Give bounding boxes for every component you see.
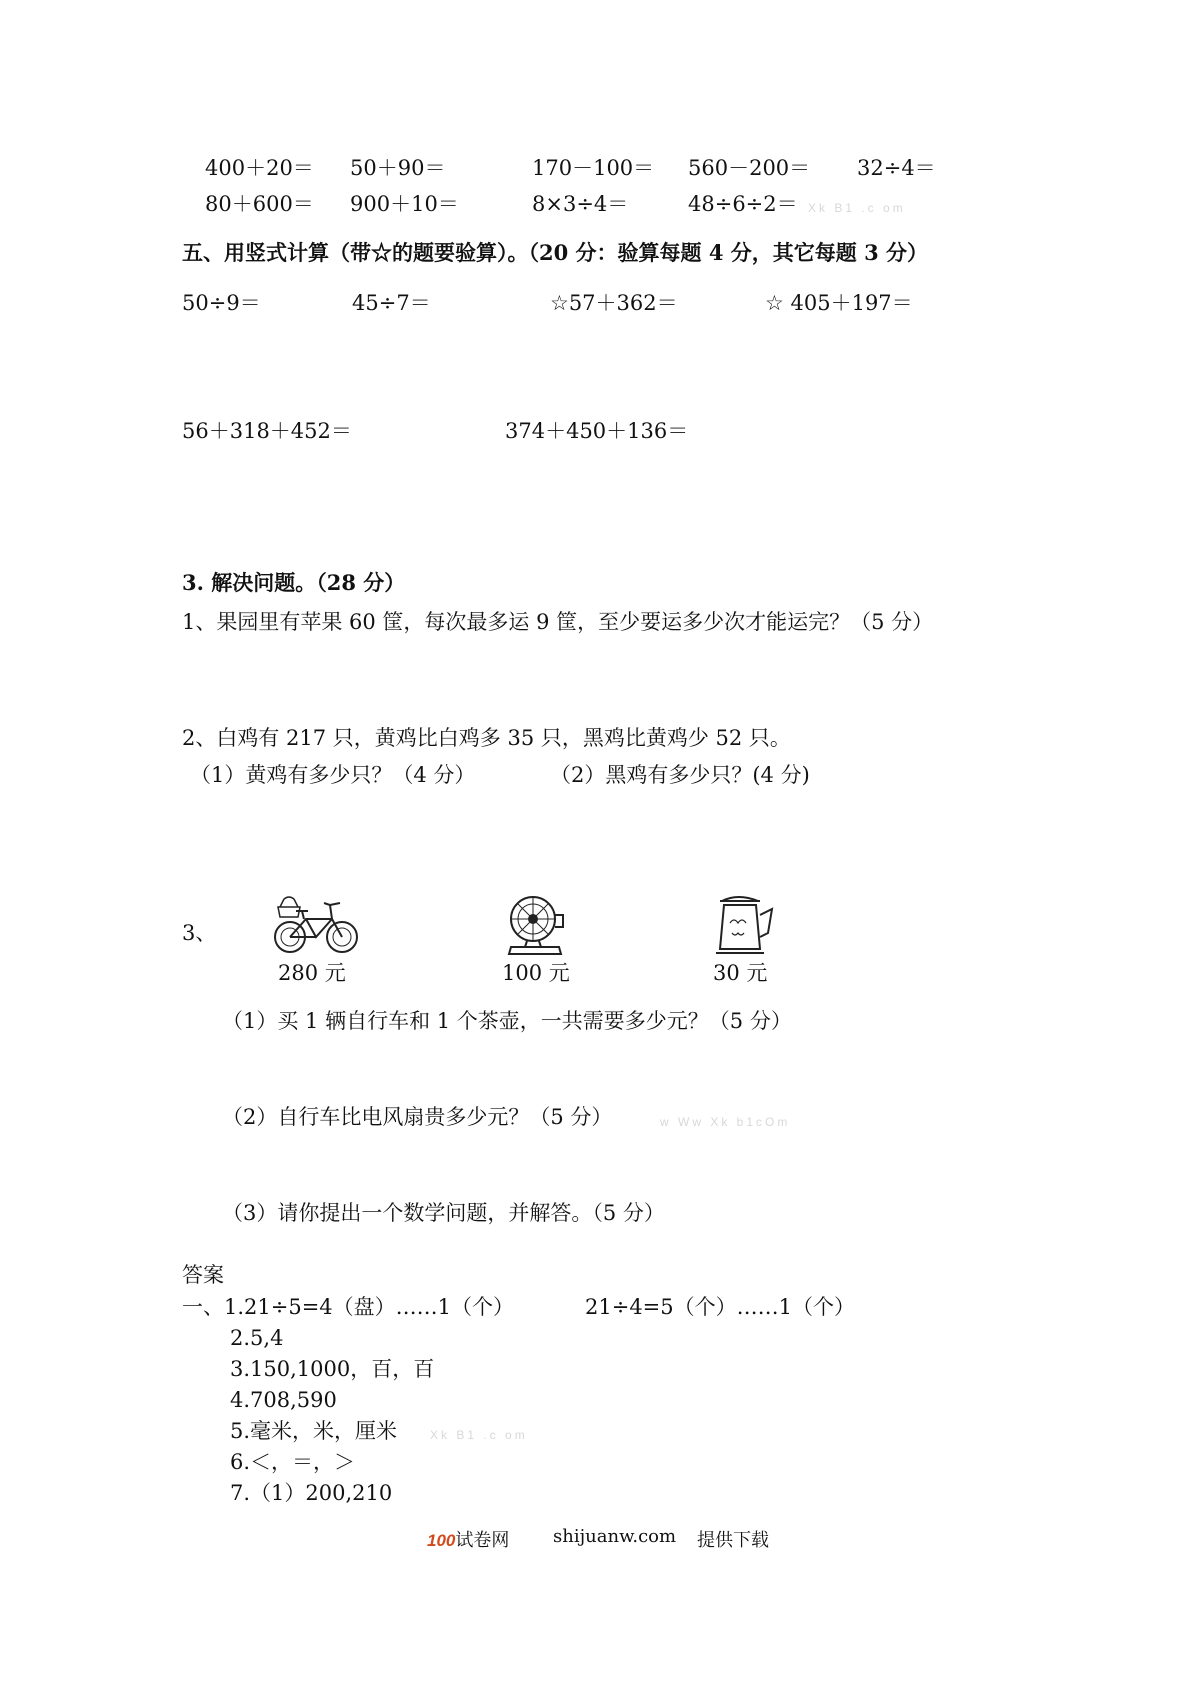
answers-title: 答案 [182,1263,224,1287]
calc-item: 400＋20＝ [205,156,314,180]
calc-item: 374＋450＋136＝ [505,419,689,443]
price-label: 30 元 [713,961,768,985]
answer-line: 6.＜，＝，＞ [230,1450,356,1474]
answer-line: 4.708,590 [230,1388,337,1412]
bicycle-icon [270,893,362,955]
calc-item: 170－100＝ [532,156,655,180]
question: 1、果园里有苹果 60 筐，每次最多运 9 筐，至少要运多少次才能运完？（5 分） [182,610,934,634]
calc-item: 80＋600＝ [205,192,314,216]
section-title: 3. 解决问题。（28 分） [182,570,406,595]
sub-question: （3）请你提出一个数学问题，并解答。（5 分） [222,1201,665,1225]
watermark: Xk B1 .c om [808,201,906,215]
calc-item: 560－200＝ [688,156,811,180]
calc-item: 900＋10＝ [350,192,459,216]
price-label: 280 元 [278,961,346,985]
logo-number: 100 [427,1531,456,1550]
sub-question: （1）黄鸡有多少只？（4 分） [190,763,476,787]
fan-icon [505,893,567,957]
calc-item: ☆ 405＋197＝ [765,291,913,315]
section-title: 五、用竖式计算（带☆的题要验算）。（20 分：验算每题 4 分，其它每题 3 分） [182,240,928,265]
question-label: 3、 [182,921,217,945]
answer-line: 21÷4=5（个）……1（个） [585,1295,855,1319]
logo-text: 试卷网 [455,1530,510,1551]
calc-item: 50÷9＝ [182,291,261,315]
question: 2、白鸡有 217 只，黄鸡比白鸡多 35 只，黑鸡比黄鸡少 52 只。 [182,726,791,750]
teapot-icon [712,893,778,957]
calc-item: 56＋318＋452＝ [182,419,352,443]
sub-question: （2）自行车比电风扇贵多少元？（5 分） [222,1105,613,1129]
calc-item: 45÷7＝ [352,291,431,315]
calc-item: 48÷6÷2＝ [688,192,798,216]
answer-line: 7.（1）200,210 [230,1481,393,1505]
answer-line: 2.5,4 [230,1326,284,1350]
watermark: w Ww Xk b1cOm [660,1115,791,1129]
sub-question: （2）黑鸡有多少只？(4 分) [550,763,810,787]
calc-item: 8×3÷4＝ [532,192,629,216]
footer-note: 提供下载 [697,1530,769,1551]
calc-item: ☆57＋362＝ [550,291,678,315]
site-logo [427,1526,509,1552]
sub-question: （1）买 1 辆自行车和 1 个茶壶，一共需要多少元？（5 分） [222,1009,792,1033]
site-url[interactable]: shijuanw.com [553,1526,677,1547]
answer-line: 3.150,1000，百，百 [230,1357,435,1381]
calc-item: 50＋90＝ [350,156,446,180]
answer-line: 一、1.21÷5=4（盘）……1（个） [182,1295,515,1319]
price-label: 100 元 [502,961,570,985]
watermark: Xk B1 .c om [430,1428,528,1442]
calc-item: 32÷4＝ [857,156,936,180]
answer-line: 5.毫米，米，厘米 [230,1419,398,1443]
